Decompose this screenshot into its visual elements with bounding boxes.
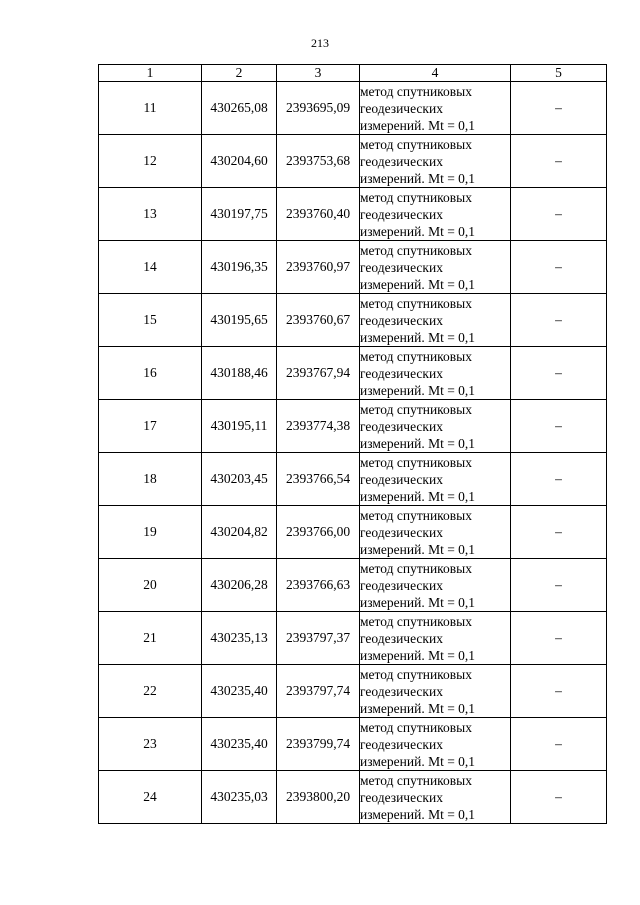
method-cell	[360, 135, 511, 188]
method-text-line: геодезических	[360, 789, 443, 805]
column-5-dash-cell: –	[511, 294, 607, 347]
method-text-line: метод спутниковых	[360, 136, 472, 152]
method-text-line: метод спутниковых	[360, 454, 472, 470]
method-text-line: метод спутниковых	[360, 719, 472, 735]
point-number-cell: 12	[99, 135, 202, 188]
column-5-dash-cell: –	[511, 453, 607, 506]
x-coordinate-cell: 430195,11	[202, 400, 277, 453]
y-coordinate-cell: 2393766,54	[277, 453, 360, 506]
method-text-line: метод спутниковых	[360, 613, 472, 629]
method-cell	[360, 82, 511, 135]
point-number-cell: 18	[99, 453, 202, 506]
y-coordinate-cell: 2393760,67	[277, 294, 360, 347]
y-coordinate-cell: 2393766,00	[277, 506, 360, 559]
x-coordinate-cell: 430204,60	[202, 135, 277, 188]
point-number-cell: 11	[99, 82, 202, 135]
table-row	[99, 188, 607, 241]
table-row	[99, 241, 607, 294]
method-text-line: измерений. Mt = 0,1	[360, 329, 476, 345]
method-cell	[360, 771, 511, 824]
method-text-line: измерений. Mt = 0,1	[360, 700, 476, 716]
y-coordinate-cell: 2393767,94	[277, 347, 360, 400]
column-5-dash-cell: –	[511, 135, 607, 188]
method-text-line: метод спутниковых	[360, 507, 472, 523]
column-5-dash-cell: –	[511, 771, 607, 824]
method-text-line: метод спутниковых	[360, 189, 472, 205]
method-text-line: метод спутниковых	[360, 560, 472, 576]
column-5-dash-cell: –	[511, 665, 607, 718]
column-5-dash-cell: –	[511, 718, 607, 771]
method-cell	[360, 506, 511, 559]
column-5-dash-cell: –	[511, 612, 607, 665]
method-cell	[360, 559, 511, 612]
point-number-cell: 16	[99, 347, 202, 400]
method-cell	[360, 294, 511, 347]
method-text-line: измерений. Mt = 0,1	[360, 223, 476, 239]
point-number-cell: 13	[99, 188, 202, 241]
method-text-line: измерений. Mt = 0,1	[360, 382, 476, 398]
column-5-dash-cell: –	[511, 400, 607, 453]
y-coordinate-cell: 2393774,38	[277, 400, 360, 453]
x-coordinate-cell: 430197,75	[202, 188, 277, 241]
method-cell	[360, 241, 511, 294]
x-coordinate-cell: 430196,35	[202, 241, 277, 294]
y-coordinate-cell: 2393800,20	[277, 771, 360, 824]
point-number-cell: 19	[99, 506, 202, 559]
column-5-dash-cell: –	[511, 559, 607, 612]
y-coordinate-cell: 2393797,37	[277, 612, 360, 665]
x-coordinate-cell: 430235,40	[202, 665, 277, 718]
point-number-cell: 23	[99, 718, 202, 771]
x-coordinate-cell: 430206,28	[202, 559, 277, 612]
y-coordinate-cell: 2393760,40	[277, 188, 360, 241]
point-number-cell: 20	[99, 559, 202, 612]
method-text-line: измерений. Mt = 0,1	[360, 647, 476, 663]
method-cell	[360, 718, 511, 771]
method-text-line: метод спутниковых	[360, 295, 472, 311]
y-coordinate-cell: 2393753,68	[277, 135, 360, 188]
x-coordinate-cell: 430265,08	[202, 82, 277, 135]
x-coordinate-cell: 430203,45	[202, 453, 277, 506]
coordinates-table	[98, 64, 607, 824]
method-text-line: измерений. Mt = 0,1	[360, 488, 476, 504]
method-text-line: метод спутниковых	[360, 401, 472, 417]
method-text-line: метод спутниковых	[360, 772, 472, 788]
method-text-line: геодезических	[360, 312, 443, 328]
table-row	[99, 82, 607, 135]
table-row	[99, 294, 607, 347]
method-text-line: геодезических	[360, 524, 443, 540]
method-text-line: метод спутниковых	[360, 666, 472, 682]
x-coordinate-cell: 430235,40	[202, 718, 277, 771]
x-coordinate-cell: 430235,03	[202, 771, 277, 824]
method-text-line: метод спутниковых	[360, 348, 472, 364]
method-cell	[360, 400, 511, 453]
method-text-line: измерений. Mt = 0,1	[360, 594, 476, 610]
column-5-dash-cell: –	[511, 506, 607, 559]
method-text-line: геодезических	[360, 100, 443, 116]
x-coordinate-cell: 430204,82	[202, 506, 277, 559]
x-coordinate-cell: 430235,13	[202, 612, 277, 665]
table-row	[99, 135, 607, 188]
method-cell	[360, 612, 511, 665]
column-header-4: 4	[360, 65, 511, 82]
table-row	[99, 400, 607, 453]
point-number-cell: 24	[99, 771, 202, 824]
method-text-line: геодезических	[360, 153, 443, 169]
y-coordinate-cell: 2393797,74	[277, 665, 360, 718]
y-coordinate-cell: 2393695,09	[277, 82, 360, 135]
column-header-1: 1	[99, 65, 202, 82]
table-header-row	[99, 65, 607, 82]
method-text-line: геодезических	[360, 418, 443, 434]
method-text-line: геодезических	[360, 206, 443, 222]
table-row	[99, 453, 607, 506]
page-number: 213	[311, 36, 329, 50]
table-row	[99, 612, 607, 665]
table-row	[99, 506, 607, 559]
method-text-line: геодезических	[360, 471, 443, 487]
column-header-2: 2	[202, 65, 277, 82]
point-number-cell: 22	[99, 665, 202, 718]
table-row	[99, 771, 607, 824]
point-number-cell: 15	[99, 294, 202, 347]
x-coordinate-cell: 430195,65	[202, 294, 277, 347]
method-text-line: измерений. Mt = 0,1	[360, 170, 476, 186]
table-row	[99, 718, 607, 771]
y-coordinate-cell: 2393766,63	[277, 559, 360, 612]
method-text-line: геодезических	[360, 577, 443, 593]
column-5-dash-cell: –	[511, 241, 607, 294]
method-text-line: измерений. Mt = 0,1	[360, 276, 476, 292]
method-text-line: геодезических	[360, 630, 443, 646]
point-number-cell: 14	[99, 241, 202, 294]
y-coordinate-cell: 2393799,74	[277, 718, 360, 771]
method-cell	[360, 347, 511, 400]
method-text-line: измерений. Mt = 0,1	[360, 541, 476, 557]
table-body	[99, 82, 607, 824]
method-text-line: геодезических	[360, 736, 443, 752]
method-text-line: измерений. Mt = 0,1	[360, 435, 476, 451]
method-cell	[360, 188, 511, 241]
method-text-line: геодезических	[360, 365, 443, 381]
x-coordinate-cell: 430188,46	[202, 347, 277, 400]
point-number-cell: 21	[99, 612, 202, 665]
method-cell	[360, 665, 511, 718]
method-text-line: геодезических	[360, 259, 443, 275]
y-coordinate-cell: 2393760,97	[277, 241, 360, 294]
method-cell	[360, 453, 511, 506]
method-text-line: метод спутниковых	[360, 83, 472, 99]
method-text-line: метод спутниковых	[360, 242, 472, 258]
method-text-line: измерений. Mt = 0,1	[360, 117, 476, 133]
column-header-3: 3	[277, 65, 360, 82]
column-header-5: 5	[511, 65, 607, 82]
column-5-dash-cell: –	[511, 82, 607, 135]
table-row	[99, 347, 607, 400]
table-row	[99, 665, 607, 718]
method-text-line: геодезических	[360, 683, 443, 699]
table-row	[99, 559, 607, 612]
column-5-dash-cell: –	[511, 347, 607, 400]
point-number-cell: 17	[99, 400, 202, 453]
column-5-dash-cell: –	[511, 188, 607, 241]
method-text-line: измерений. Mt = 0,1	[360, 753, 476, 769]
method-text-line: измерений. Mt = 0,1	[360, 806, 476, 822]
